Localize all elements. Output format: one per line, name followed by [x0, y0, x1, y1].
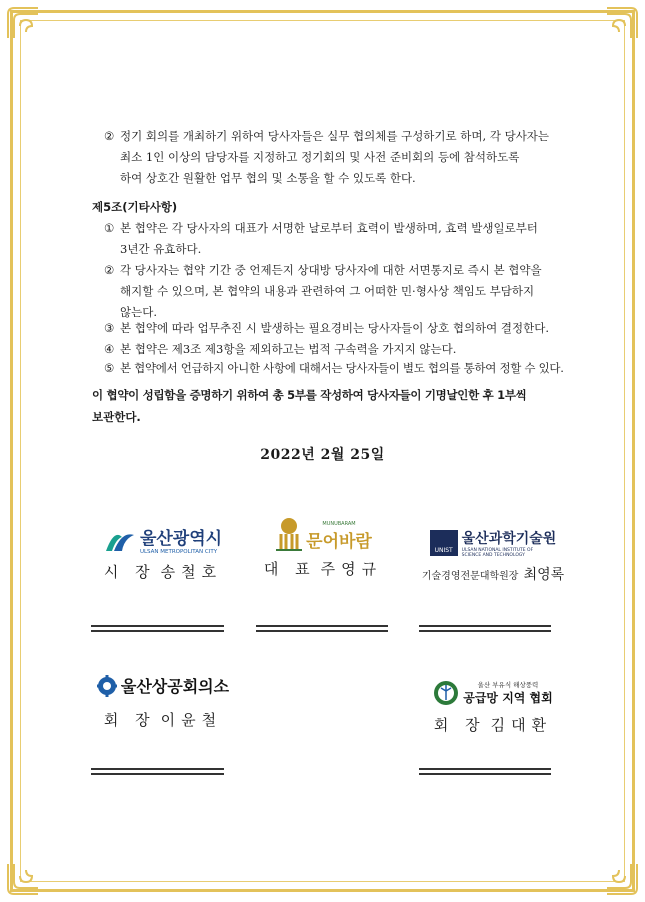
- unist-logo-mark: UNIST: [430, 530, 458, 556]
- item-line: 각 당사자는 협약 기간 중 언제든지 상대방 당사자에 대한 서면통지로 즉시 본 협약을: [120, 263, 542, 277]
- article-5-item-4: [104, 339, 574, 360]
- closing-line: 이 협약이 성립함을 증명하기 위하여 총 5부를 작성하여 당사자들이 기명날인한 후 1부씩: [92, 388, 527, 402]
- clause-line: 하여 상호간 원활한 업무 협의 및 소통을 할 수 있도록 한다.: [120, 171, 416, 185]
- closing-line: 보관한다.: [92, 410, 141, 424]
- article-5-title: 제5조(기타사항): [92, 200, 178, 214]
- signatory-role: 시 장: [103, 563, 156, 581]
- corner-ornament-icon: [605, 6, 639, 40]
- item-line: 3년간 유효하다.: [120, 242, 202, 256]
- item-line: 본 협약에 따라 업무추진 시 발생하는 필요경비는 당사자들이 상호 협의하여 결정한다.: [120, 321, 550, 335]
- item-line: 않는다.: [120, 305, 157, 319]
- signatory-name: 최영록: [523, 567, 565, 583]
- signature-line: [256, 625, 388, 632]
- association-logo-text: 공급망 지역 협회: [463, 691, 553, 705]
- signatory-company: [258, 516, 388, 579]
- signature-line: [419, 768, 551, 775]
- item-line: 해지할 수 있으며, 본 협약의 내용과 관련하여 그 어떠한 민·형사상 책임도 부담하지: [120, 284, 535, 298]
- article-5-item-1: [104, 218, 574, 260]
- item-number: ⑤: [104, 361, 115, 375]
- corner-ornament-icon: [6, 862, 40, 896]
- signatory-name: 송철호: [160, 563, 223, 581]
- signatory-name: 주영규: [320, 560, 383, 578]
- item-number: ②: [104, 263, 115, 277]
- article-5-item-3: [104, 318, 584, 339]
- signature-line: [91, 625, 224, 632]
- signatory-ulsan-city: [88, 524, 238, 582]
- signatory-role: 회 장: [103, 711, 156, 729]
- closing-statement: [92, 384, 572, 428]
- article-5-item-5: [104, 358, 584, 379]
- company-logo-sub: MUNUBARAM: [322, 521, 356, 527]
- article-5-item-2: [104, 260, 574, 323]
- company-logo-text: 문어바람: [306, 532, 372, 552]
- ulsan-city-logo-text: 울산광역시: [139, 529, 223, 549]
- signature-line: [419, 625, 551, 632]
- association-logo-icon: [433, 680, 459, 706]
- clause-number: ②: [104, 129, 115, 143]
- agreement-date: 2022년 2월 25일: [260, 447, 385, 463]
- item-line: 본 협약에서 언급하지 아니한 사항에 대해서는 당사자들이 별도 협의를 통하여 정할 수 있다.: [120, 361, 564, 375]
- company-logo-icon: [274, 516, 304, 552]
- signatory-unist: [418, 528, 568, 584]
- chamber-logo-text: 울산상공회의소: [120, 677, 230, 696]
- unist-logo-text: 울산과학기술원: [461, 531, 557, 547]
- chamber-logo-icon: [97, 675, 117, 697]
- ulsan-city-logo-icon: [104, 525, 136, 555]
- signatory-role: 회 장: [433, 716, 486, 734]
- item-number: ③: [104, 321, 115, 335]
- unist-logo-sub: ULSAN NATIONAL INSTITUTE OF: [461, 548, 534, 553]
- association-logo-top: 울산 부유식 해상풍력: [477, 681, 539, 689]
- signatory-role: 기술경영전문대학원장: [421, 571, 519, 582]
- item-line: 본 협약은 제3조 제3항을 제외하고는 법적 구속력을 가지지 않는다.: [120, 342, 457, 356]
- ulsan-city-logo-sub: ULSAN METROPOLITAN CITY: [139, 549, 218, 555]
- signatory-name: 김대환: [490, 716, 553, 734]
- clause-2-paragraph: [104, 126, 574, 189]
- clause-line: 정기 회의를 개최하기 위하여 당사자들은 실무 협의체를 구성하기로 하며, 각 당사자는: [120, 129, 550, 143]
- clause-line: 최소 1인 이상의 담당자를 지정하고 정기회의 및 사전 준비회의 등에 참석하도록: [120, 150, 520, 164]
- corner-ornament-icon: [6, 6, 40, 40]
- unist-logo-sub: SCIENCE AND TECHNOLOGY: [461, 553, 525, 558]
- signatory-role: 대 표: [263, 560, 316, 578]
- signatory-chamber: [88, 674, 238, 730]
- item-number: ④: [104, 342, 115, 356]
- item-number: ①: [104, 221, 115, 235]
- signatory-association: [418, 680, 568, 735]
- signature-line: [91, 768, 224, 775]
- item-line: 본 협약은 각 당사자의 대표가 서명한 날로부터 효력이 발생하며, 효력 발생일로부터: [120, 221, 538, 235]
- corner-ornament-icon: [605, 862, 639, 896]
- signatory-name: 이윤철: [160, 711, 223, 729]
